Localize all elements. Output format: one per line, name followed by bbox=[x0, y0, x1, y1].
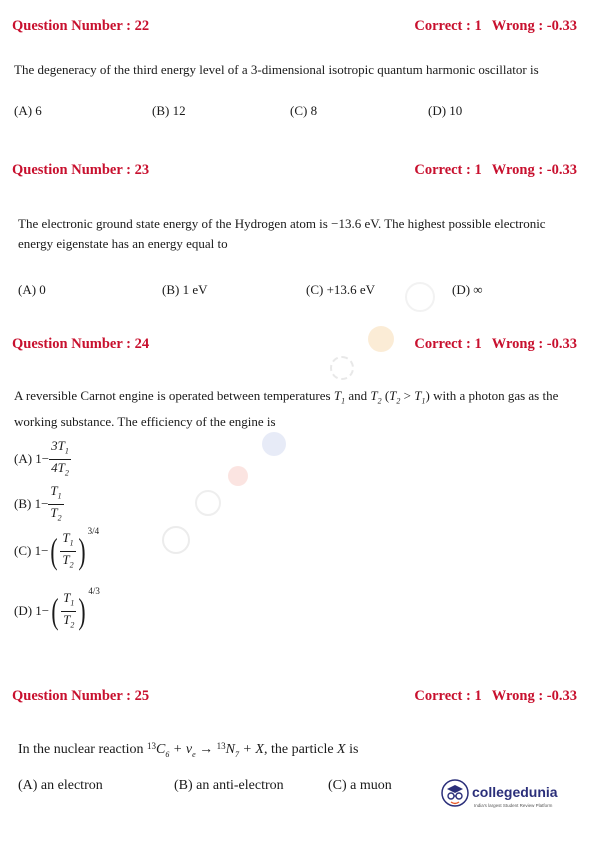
q25-option-b: (B) an anti-electron bbox=[174, 778, 284, 793]
q25-option-c: (C) a muon bbox=[328, 778, 392, 793]
correct-mark: Correct : 1 bbox=[414, 336, 482, 352]
question-24-title: Question Number : 24 bbox=[12, 336, 150, 352]
correct-mark: Correct : 1 bbox=[414, 688, 482, 704]
watermark-seal-icon bbox=[228, 466, 248, 486]
question-25-text: In the nuclear reaction $^{13}C_6 + \nu_e \to ^{13}N_7 + X$, the particle X is bbox=[18, 741, 359, 759]
watermark-seal-icon bbox=[368, 326, 394, 352]
q25-option-a: (A) an electron bbox=[18, 778, 103, 793]
watermark-seal-icon bbox=[162, 526, 190, 554]
question-22-title: Question Number : 22 bbox=[12, 18, 150, 34]
q24-option-a: (A) 1− $\frac{3T_1}{4T_2}$ bbox=[14, 438, 69, 478]
question-22-text: The degeneracy of the third energy level of a 3-dimensional isotropic quantum harmonic oscillator is bbox=[14, 62, 539, 77]
question-22-marks bbox=[404, 18, 577, 35]
correct-mark: Correct : 1 bbox=[414, 18, 482, 34]
wrong-mark: Wrong : -0.33 bbox=[491, 688, 577, 704]
q22-option-a: (A) 6 bbox=[14, 103, 42, 118]
wrong-mark: Wrong : -0.33 bbox=[491, 336, 577, 352]
watermark-seal-icon bbox=[405, 282, 435, 312]
q24-option-c: (C) 1−( $\frac{T_1}{T_2}$ )$^{3/4}$ bbox=[14, 526, 100, 572]
collegedunia-tagline: India's largest Student Review Platform bbox=[474, 803, 553, 808]
question-25-marks bbox=[404, 688, 577, 705]
q24-option-d: (D) 1−( $\frac{T_1}{T_2}$ )$^{4/3}$ bbox=[14, 586, 100, 632]
q24-option-b: (B) 1− $\frac{T_1}{T_2}$ bbox=[14, 483, 62, 523]
correct-mark: Correct : 1 bbox=[414, 162, 482, 178]
q22-option-c: (C) 8 bbox=[290, 103, 318, 118]
collegedunia-logo-icon bbox=[440, 778, 470, 808]
question-23-text: The electronic ground state energy of the Hydrogen atom is −13.6 eV. The highest possible electronic energy eigenstate has an energy equal to bbox=[18, 216, 546, 251]
q23-option-d: (D) ∞ bbox=[452, 282, 483, 297]
watermark-seal-icon bbox=[330, 356, 354, 380]
question-24-marks bbox=[404, 336, 577, 353]
q23-option-c: (C) +13.6 eV bbox=[306, 282, 376, 297]
question-23-marks bbox=[404, 162, 577, 179]
q22-option-d: (D) 10 bbox=[428, 103, 463, 118]
question-23-title: Question Number : 23 bbox=[12, 162, 150, 178]
energy-value: −13.6 eV bbox=[331, 216, 378, 231]
collegedunia-logo-text: collegedunia bbox=[472, 784, 558, 800]
question-25-title: Question Number : 25 bbox=[12, 688, 150, 704]
q22-option-b: (B) 12 bbox=[152, 103, 186, 118]
wrong-mark: Wrong : -0.33 bbox=[491, 18, 577, 34]
question-24-text: A reversible Carnot engine is operated between temperatures $T_1$ and $T_2$ $(T_2 > T_1)$ with a photon gas as the working substance. The efficiency of the engine is bbox=[14, 388, 559, 429]
q23-option-b: (B) 1 eV bbox=[162, 282, 208, 297]
watermark-seal-icon bbox=[195, 490, 221, 516]
q23-option-a: (A) 0 bbox=[18, 282, 46, 297]
wrong-mark: Wrong : -0.33 bbox=[491, 162, 577, 178]
watermark-seal-icon bbox=[262, 432, 286, 456]
